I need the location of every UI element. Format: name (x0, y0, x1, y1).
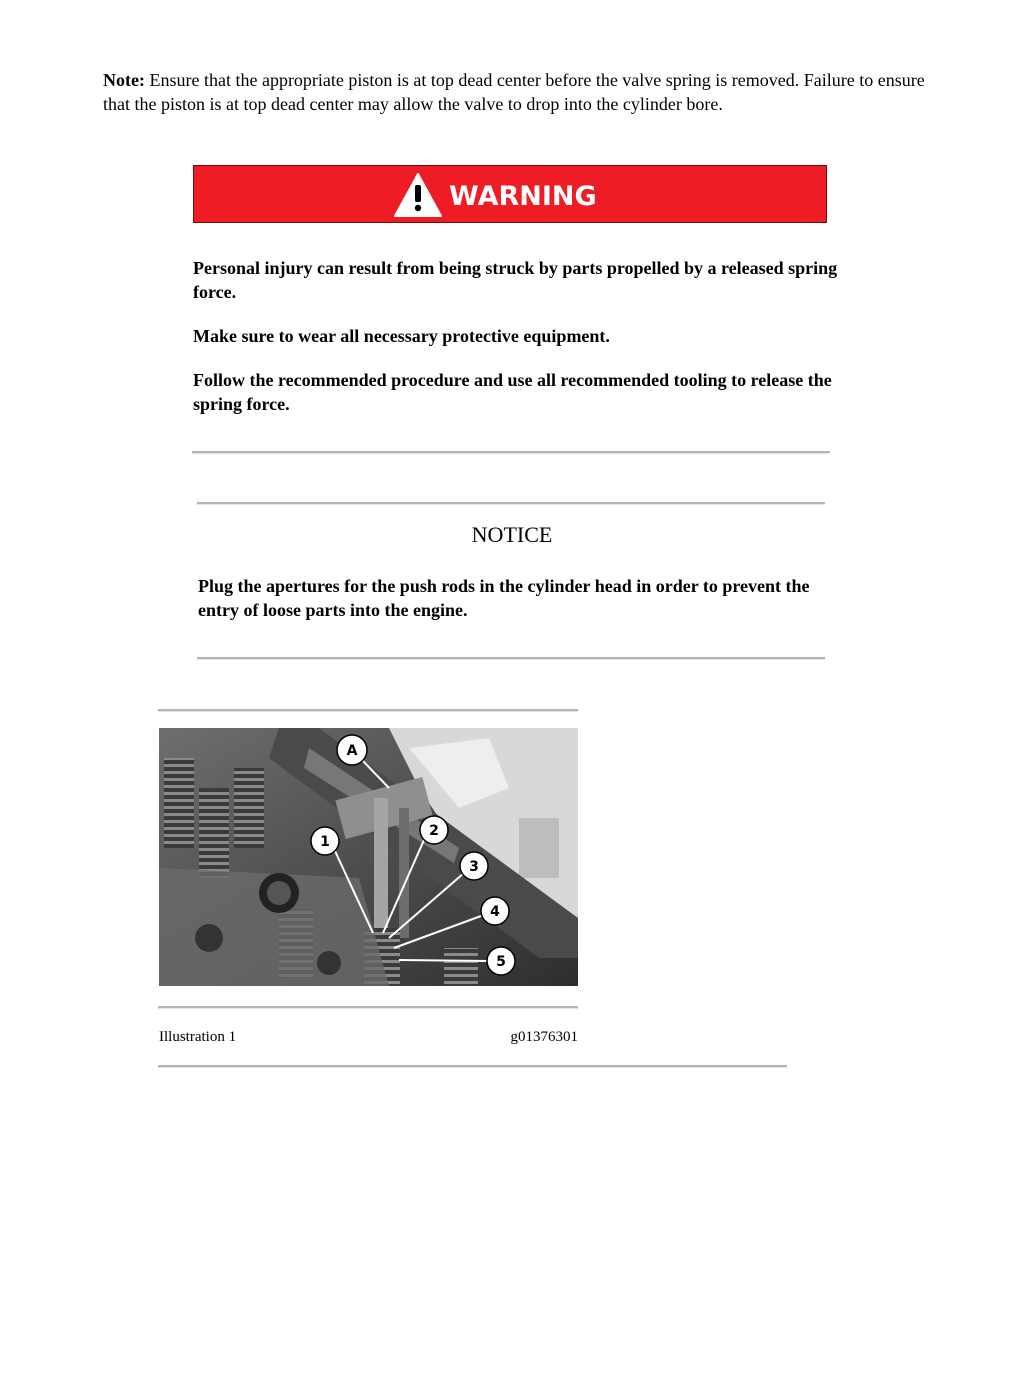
warning-paragraph-2: Make sure to wear all necessary protective equipment. (193, 326, 610, 346)
illustration-photo (159, 728, 578, 986)
warning-triangle-icon (194, 166, 828, 224)
note-text: Ensure that the appropriate piston is at top dead center before the valve spring is removed. Failure to ensure that the piston is at top dead center may allow the valve to drop into the cylinder bore. (103, 70, 925, 114)
callout-4 (481, 897, 509, 925)
warning-divider (192, 451, 830, 454)
illustration-caption-id: g01376301 (510, 1029, 578, 1045)
callout-a (337, 735, 367, 765)
svg-text:3: 3 (469, 859, 479, 875)
engine-valve-photo (159, 728, 578, 986)
svg-text:A: A (346, 743, 358, 759)
callout-3 (460, 852, 488, 880)
svg-text:2: 2 (429, 823, 439, 839)
callout-2 (420, 816, 448, 844)
callout-1 (311, 827, 339, 855)
notice-bottom-divider (197, 657, 825, 660)
callout-5 (487, 947, 515, 975)
notice-top-divider (197, 502, 825, 505)
warning-paragraph-1: Personal injury can result from being struck by parts propelled by a released spring force. (193, 258, 838, 302)
notice-text: Plug the apertures for the push rods in the cylinder head in order to prevent the entry of loose parts into the engine. (198, 576, 810, 620)
svg-text:5: 5 (496, 954, 506, 970)
notice-title: NOTICE (471, 522, 553, 547)
illustration-top-divider (158, 709, 578, 712)
illustration-bottom-divider (158, 1006, 578, 1009)
note-label: Note: (103, 70, 145, 90)
caption-divider (158, 1065, 787, 1068)
warning-banner (193, 165, 827, 223)
illustration-caption-label: Illustration 1 (159, 1029, 237, 1045)
svg-text:4: 4 (490, 904, 500, 920)
note-paragraph (103, 68, 933, 116)
svg-text:1: 1 (320, 834, 330, 850)
warning-paragraph-3: Follow the recommended procedure and use all recommended tooling to release the spring force. (193, 370, 832, 414)
warning-label: WARNING (449, 181, 597, 212)
